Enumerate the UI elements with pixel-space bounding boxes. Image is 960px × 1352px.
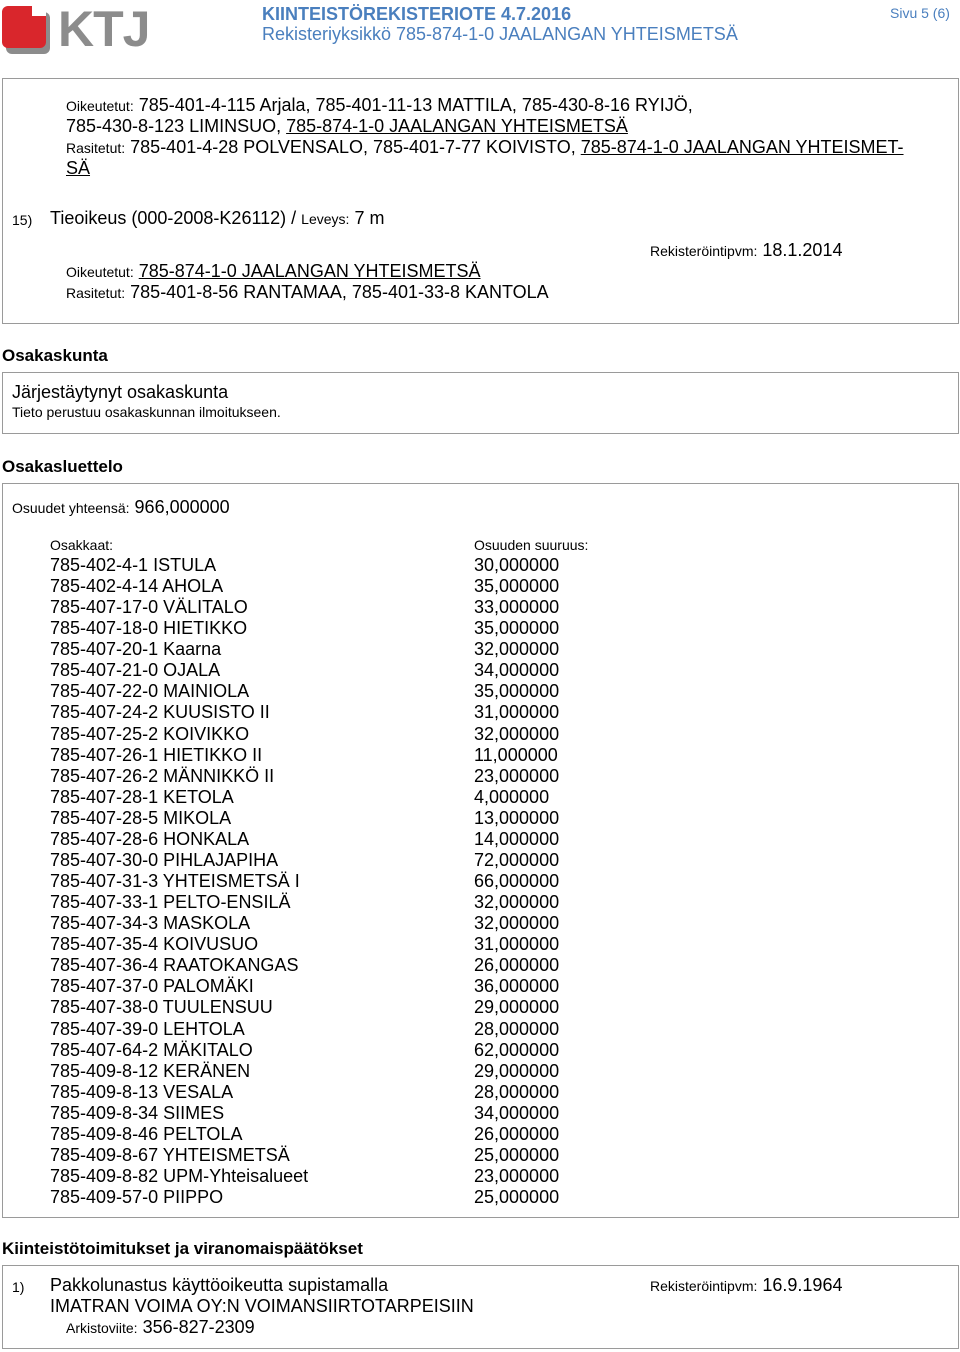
table-row [50, 724, 610, 745]
osakaskunta-note: Tieto perustuu osakaskunnan ilmoitukseen. [12, 404, 281, 420]
owner-share: 31,000000 [474, 934, 560, 955]
owner-share: 29,000000 [474, 997, 560, 1018]
owner-share: 25,000000 [474, 1187, 560, 1208]
item-rasitetut-label: Rasitetut: [66, 285, 126, 301]
owner-share: 32,000000 [474, 913, 560, 934]
owner-share: 25,000000 [474, 1144, 560, 1165]
table-row [50, 702, 610, 723]
item-rasitetut-row [66, 282, 549, 303]
rasitetut-row [66, 137, 904, 158]
document-title: KIINTEISTÖREKISTERIOTE 4.7.2016 [262, 4, 572, 24]
leveys-label: Leveys: [301, 211, 350, 227]
table-row [50, 597, 610, 618]
item-rasitetut-value: 785-401-8-56 RANTAMAA, 785-401-33-8 KANTOLA [130, 282, 549, 302]
oikeutetut-value: 785-401-4-115 Arjala, 785-401-11-13 MATTILA, 785-430-8-16 RYIJÖ, [138, 95, 693, 115]
owner-name: 785-407-39-0 LEHTOLA [50, 1018, 245, 1039]
owner-name: 785-409-8-67 YHTEISMETSÄ [50, 1144, 290, 1165]
total-row [12, 497, 230, 518]
owner-share: 66,000000 [474, 871, 560, 892]
owner-name: 785-409-8-34 SIIMES [50, 1102, 225, 1123]
owner-name: 785-409-8-13 VESALA [50, 1081, 234, 1102]
table-row [50, 871, 610, 892]
table-row [50, 850, 610, 871]
owner-share: 72,000000 [474, 849, 560, 870]
toimitus-reg-value: 16.9.1964 [762, 1275, 843, 1295]
col-owner-header: Osakkaat: [50, 537, 114, 553]
table-row [50, 1187, 610, 1208]
owner-share: 23,000000 [474, 1166, 560, 1187]
table-row [50, 808, 610, 829]
item-oikeutetut-link[interactable]: 785-874-1-0 JAALANGAN YHTEISMETSÄ [138, 261, 481, 281]
owner-name: 785-407-34-3 MASKOLA [50, 913, 251, 934]
table-row [50, 1166, 610, 1187]
owner-name: 785-407-33-1 PELTO-ENSILÄ [50, 892, 291, 913]
col-share-header: Osuuden suuruus: [474, 537, 589, 553]
oikeutetut-row [66, 95, 693, 116]
table-row [50, 955, 610, 976]
owner-name: 785-407-38-0 TUULENSUU [50, 997, 273, 1018]
owner-name: 785-407-31-3 YHTEISMETSÄ I [50, 871, 300, 892]
owner-share: 11,000000 [474, 744, 558, 765]
toimitus-subject: IMATRAN VOIMA OY:N VOIMANSIIRTOTARPEISIIN [50, 1296, 474, 1316]
owner-name: 785-407-20-1 Kaarna [50, 639, 222, 660]
owner-name: 785-409-8-82 UPM-Yhteisalueet [50, 1166, 309, 1187]
oikeutetut-value-2: 785-430-8-123 LIMINSUO, [66, 116, 287, 136]
rasitetut-label: Rasitetut: [66, 140, 126, 156]
owner-name: 785-407-37-0 PALOMÄKI [50, 976, 254, 997]
owner-share: 23,000000 [474, 765, 560, 786]
owner-share: 33,000000 [474, 597, 560, 618]
arkisto-row [66, 1317, 255, 1338]
oikeutetut-label: Oikeutetut: [66, 98, 134, 114]
owner-name: 785-409-8-46 PELTOLA [50, 1123, 243, 1144]
owner-share: 4,000000 [474, 786, 550, 807]
owner-name: 785-407-22-0 MAINIOLA [50, 681, 250, 702]
table-row [50, 576, 610, 597]
rasitetut-value: 785-401-4-28 POLVENSALO, 785-401-7-77 KOIVISTO, [130, 137, 581, 157]
owner-share: 14,000000 [474, 828, 560, 849]
item-number: 15) [12, 212, 33, 228]
owner-name: 785-407-28-5 MIKOLA [50, 807, 232, 828]
owner-share: 26,000000 [474, 955, 560, 976]
osakaskunta-name: Järjestäytynyt osakaskunta [12, 382, 229, 402]
table-row [50, 766, 610, 787]
table-row [50, 787, 610, 808]
owner-share: 29,000000 [474, 1060, 560, 1081]
owner-share: 32,000000 [474, 639, 560, 660]
owner-name: 785-407-30-0 PIHLAJAPIHA [50, 849, 279, 870]
ktj-logo [2, 1, 150, 60]
total-value: 966,000000 [134, 497, 230, 517]
owner-name: 785-409-57-0 PIIPPO [50, 1187, 224, 1208]
owner-share: 34,000000 [474, 1102, 560, 1123]
osakaskunta-heading: Osakaskunta [2, 346, 108, 365]
table-row [50, 639, 610, 660]
table-row [50, 618, 610, 639]
owner-name: 785-407-26-2 MÄNNIKKÖ II [50, 765, 275, 786]
owner-name: 785-407-21-0 OJALA [50, 660, 221, 681]
owner-name: 785-407-26-1 HIETIKKO II [50, 744, 263, 765]
owner-share: 30,000000 [474, 555, 560, 575]
owner-share: 28,000000 [474, 1081, 560, 1102]
logo-text: KTJ [58, 1, 150, 57]
reg-date-value: 18.1.2014 [762, 240, 843, 260]
page-number: Sivu 5 (6) [890, 5, 950, 21]
owner-name: 785-407-17-0 VÄLITALO [50, 597, 248, 618]
table-row [50, 913, 610, 934]
document-subtitle: Rekisteriyksikkö 785-874-1-0 JAALANGAN YHTEISMETSÄ [262, 24, 738, 44]
table-row [50, 976, 610, 997]
total-label: Osuudet yhteensä: [12, 500, 130, 516]
table-row [50, 555, 610, 576]
owner-name: 785-409-8-12 KERÄNEN [50, 1060, 251, 1081]
table-row [50, 1040, 610, 1061]
toimitukset-heading: Kiinteistötoimitukset ja viranomaispäätökset [2, 1239, 363, 1258]
owner-name: 785-402-4-14 AHOLA [50, 576, 224, 597]
owner-share: 35,000000 [474, 618, 560, 639]
owner-name: 785-407-18-0 HIETIKKO [50, 618, 248, 639]
table-row [50, 660, 610, 681]
toimitus-number: 1) [12, 1279, 25, 1295]
table-row [50, 745, 610, 766]
table-row [50, 1061, 610, 1082]
table-row [50, 1145, 610, 1166]
owner-name: 785-402-4-1 ISTULA [50, 555, 217, 575]
owner-name: 785-407-36-4 RAATOKANGAS [50, 955, 299, 976]
reg-date-row [650, 240, 842, 261]
item-oikeutetut-row [66, 261, 481, 282]
owner-share: 31,000000 [474, 702, 560, 723]
owner-share: 34,000000 [474, 660, 560, 681]
owner-share: 28,000000 [474, 1018, 560, 1039]
jaalanga-link-2-cont[interactable]: SÄ [66, 158, 91, 178]
owner-share: 35,000000 [474, 576, 560, 597]
toimitus-title: Pakkolunastus käyttöoikeutta supistamalla [50, 1275, 389, 1295]
table-row [50, 997, 610, 1018]
reg-date-label: Rekisteröintipvm: [650, 243, 758, 259]
oikeutetut-row-2 [66, 116, 628, 137]
osakasluettelo-heading: Osakasluettelo [2, 457, 123, 476]
owner-name: 785-407-64-2 MÄKITALO [50, 1039, 253, 1060]
arkisto-label: Arkistoviite: [66, 1320, 138, 1336]
item-oikeutetut-label: Oikeutetut: [66, 264, 134, 280]
owner-share: 36,000000 [474, 976, 560, 997]
owner-name: 785-407-28-6 HONKALA [50, 828, 250, 849]
toimitus-reg-label: Rekisteröintipvm: [650, 1278, 758, 1294]
owner-name: 785-407-28-1 KETOLA [50, 786, 234, 807]
owner-share: 35,000000 [474, 681, 560, 702]
owner-name: 785-407-24-2 KUUSISTO II [50, 702, 270, 723]
table-row [50, 681, 610, 702]
owner-share: 26,000000 [474, 1123, 560, 1144]
jaalanga-link[interactable]: 785-874-1-0 JAALANGAN YHTEISMETSÄ [286, 116, 628, 136]
table-row [50, 1019, 610, 1040]
owner-name: 785-407-35-4 KOIVUSUO [50, 934, 259, 955]
owner-share: 32,000000 [474, 723, 560, 744]
jaalanga-link-2[interactable]: 785-874-1-0 JAALANGAN YHTEISMET- [580, 137, 904, 157]
owner-name: 785-407-25-2 KOIVIKKO [50, 723, 250, 744]
owner-share: 13,000000 [474, 807, 560, 828]
toimitus-reg-row [650, 1275, 842, 1296]
table-row [50, 892, 610, 913]
owner-share: 32,000000 [474, 892, 560, 913]
owner-share: 62,000000 [474, 1039, 560, 1060]
item-title: Tieoikeus (000-2008-K26112) / [50, 208, 297, 228]
table-row [50, 1124, 610, 1145]
item-title-row [50, 208, 384, 229]
table-row [50, 1103, 610, 1124]
table-row [50, 829, 610, 850]
table-row [50, 934, 610, 955]
arkisto-value: 356-827-2309 [142, 1317, 255, 1337]
leveys-value: 7 m [354, 208, 385, 228]
table-row [50, 1082, 610, 1103]
